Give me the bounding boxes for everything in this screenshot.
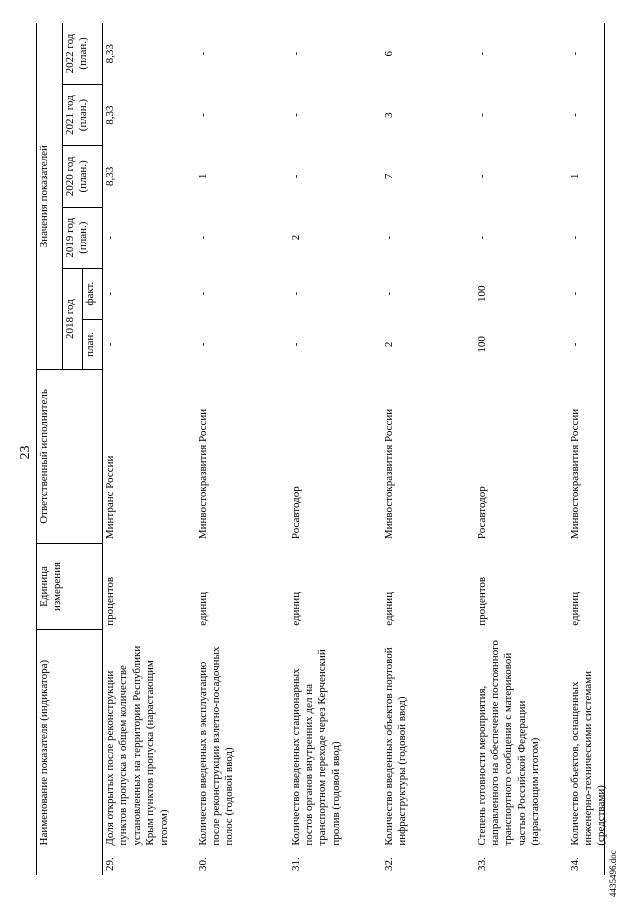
header-name: Наименование показателя (индикатора) — [37, 630, 103, 875]
unit: единиц — [568, 591, 581, 626]
value-2018-fact: - — [289, 291, 302, 296]
indicator-name: Степень готовности мероприятия, направленного на обеспечение постоянного транспортного сообщения с материковой частью Российской Федерации (нарастающим итогом) — [475, 640, 542, 846]
table-row — [475, 23, 568, 875]
value-2018-fact: - — [382, 291, 395, 296]
unit: единиц — [382, 591, 395, 626]
unit: процентов — [104, 576, 116, 626]
value-2021: - — [475, 113, 488, 117]
row-number: 30. — [196, 857, 209, 871]
table-row — [289, 23, 382, 875]
header-unit: Единица измерения — [37, 543, 103, 630]
value-2019: - — [475, 235, 488, 240]
value-2018-plan: - — [289, 342, 302, 347]
indicator-name: Количество введенных стационарных постов органов внутренних дел на транспортном переходе через Керченский пролив (годовой ввод) — [289, 649, 342, 846]
header-2018-plan: план. — [83, 319, 103, 370]
value-2019: - — [568, 235, 581, 240]
value-2018-plan: 100 — [475, 336, 488, 353]
row-number: 32. — [382, 857, 395, 871]
value-2018-fact: 100 — [475, 285, 488, 302]
page-number: 23 — [18, 445, 33, 460]
value-2022: - — [568, 51, 581, 56]
value-2018-plan: - — [196, 342, 209, 347]
unit: единиц — [289, 591, 302, 626]
value-2018-plan: - — [568, 342, 581, 347]
value-2020: 7 — [382, 173, 395, 180]
value-2021: 8,33 — [104, 105, 116, 125]
value-2020: 8,33 — [104, 166, 116, 186]
value-2018-fact: - — [104, 291, 116, 296]
value-2022: 8,33 — [104, 44, 116, 64]
header-2018-fact: факт. — [83, 268, 103, 319]
row-number: 33. — [475, 857, 488, 871]
responsible: Минтранс России — [104, 455, 116, 540]
value-2022: - — [289, 51, 302, 56]
indicator-name: Количество введенных объектов портовой инфраструктуры (годовой ввод) — [382, 647, 408, 846]
header-values: Значения показателей — [37, 23, 63, 370]
value-2018-plan: - — [104, 342, 116, 347]
responsible: Минвостокразвития России — [196, 408, 209, 540]
value-2021: - — [289, 113, 302, 117]
value-2022: 6 — [382, 50, 395, 57]
header-2021: 2021 год (план.) — [63, 84, 103, 145]
row-number: 31. — [289, 857, 302, 871]
value-2020: 1 — [568, 173, 581, 180]
header-2020: 2020 год (план.) — [63, 146, 103, 207]
table-row — [382, 23, 475, 875]
value-2020: - — [289, 174, 302, 179]
table-row — [103, 23, 196, 875]
responsible: Росавтодор — [475, 486, 488, 540]
header-responsible: Ответственный исполнитель — [37, 370, 103, 543]
indicator-name: Количество объектов, оснащенных инженерно-техническими системами (средствами) — [568, 671, 608, 846]
value-2021: - — [568, 113, 581, 117]
unit: единиц — [196, 591, 209, 626]
header-2018: 2018 год — [63, 268, 83, 369]
indicators-table — [36, 23, 640, 875]
indicator-name: Доля открытых после реконструкции пунктов пропуска в общем количестве установленных на территории Республики Крым пунктов пропуска (нарастающим итогом) — [104, 645, 170, 846]
value-2019: - — [104, 235, 116, 240]
file-id: 4435496.doc — [608, 850, 618, 897]
unit: процентов — [475, 576, 488, 626]
table-row — [568, 23, 640, 875]
table-row — [196, 23, 289, 875]
value-2020: - — [475, 174, 488, 179]
value-2022: - — [475, 51, 488, 56]
header-2019: 2019 год (план.) — [63, 207, 103, 268]
value-2019: 2 — [289, 234, 302, 241]
value-2022: - — [196, 51, 209, 56]
responsible: Минвостокразвития России — [568, 408, 581, 540]
responsible: Минвостокразвития России — [382, 408, 395, 540]
indicator-name: Количество введенных в эксплуатацию после реконструкции взлетно-посадочных полос (годовой ввод) — [196, 646, 236, 846]
row-number: 29. — [104, 857, 116, 871]
value-2018-fact: - — [196, 291, 209, 296]
value-2018-fact: - — [568, 291, 581, 296]
value-2021: 3 — [382, 112, 395, 118]
value-2020: 1 — [196, 173, 209, 180]
value-2019: - — [196, 235, 209, 240]
value-2018-plan: 2 — [382, 341, 395, 348]
value-2021: - — [196, 113, 209, 117]
row-number: 34. — [568, 857, 581, 871]
header-2022: 2022 год (план.) — [63, 23, 103, 84]
responsible: Росавтодор — [289, 486, 302, 540]
value-2019: - — [382, 235, 395, 240]
